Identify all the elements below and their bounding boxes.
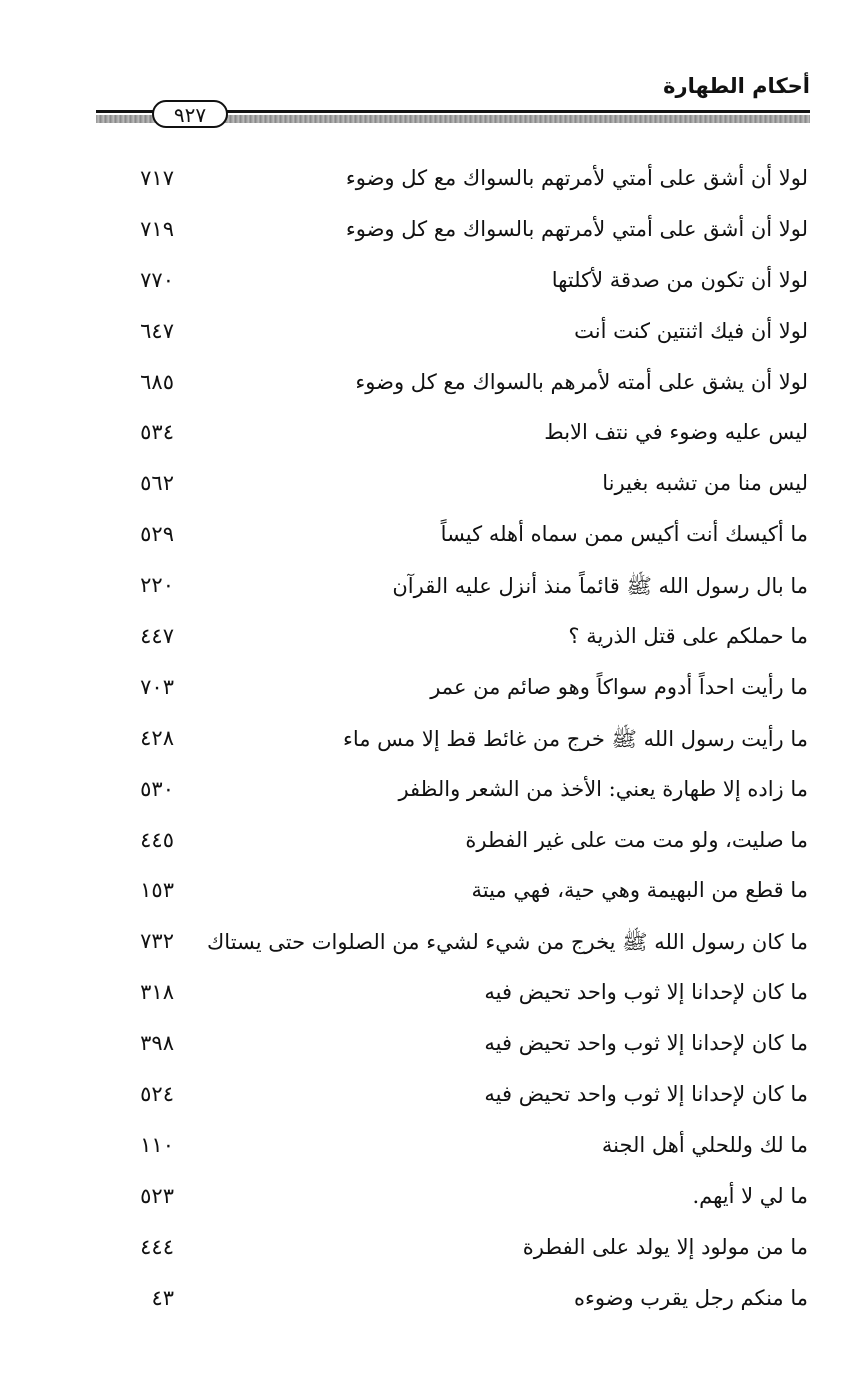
entry-text: ما من مولود إلا يولد على الفطرة: [522, 1234, 808, 1259]
index-entry: [0, 1178, 868, 1229]
entry-page-number: ١١٠: [140, 1132, 174, 1157]
book-title: أحكام الطهارة: [663, 74, 810, 98]
entry-text: ما قطع من البهيمة وهي حية، فهي ميتة: [471, 878, 808, 903]
entry-text: ما كان رسول الله ﷺ يخرج من شيء لشيء من الصلوات حتى يستاك: [206, 930, 808, 955]
index-entry: [0, 414, 868, 465]
entry-text: ما لك وللحلي أهل الجنة: [601, 1132, 808, 1157]
entry-page-number: ٤٣: [151, 1285, 174, 1310]
index-entry: [0, 1229, 868, 1280]
entry-page-number: ٤٢٨: [140, 725, 174, 750]
entry-page-number: ٣٩٨: [140, 1031, 174, 1056]
entry-text: لولا أن تكون من صدقة لأكلتها: [551, 267, 808, 292]
entry-text: ليس عليه وضوء في نتف الابط: [544, 420, 808, 445]
page-header: [0, 0, 868, 140]
entry-text: ما لي لا أيهم.: [692, 1183, 808, 1208]
entry-text: ليس منا من تشبه بغيرنا: [602, 471, 808, 496]
index-entry: [0, 720, 868, 771]
entry-page-number: ٥٣٠: [140, 776, 174, 801]
index-list: [0, 160, 868, 1330]
entry-text: ما حملكم على قتل الذرية ؟: [568, 624, 808, 649]
entry-text: لولا أن أشق على أمتي لأمرتهم بالسواك مع كل وضوء: [345, 216, 808, 241]
entry-page-number: ٥٦٢: [140, 471, 174, 496]
index-entry: [0, 923, 868, 974]
entry-page-number: ٧١٩: [140, 216, 174, 241]
index-entry: [0, 1025, 868, 1076]
index-entry: [0, 313, 868, 364]
index-entry: [0, 567, 868, 618]
entry-page-number: ٦٨٥: [140, 369, 174, 394]
index-entry: [0, 822, 868, 873]
entry-page-number: ٧٧٠: [140, 267, 174, 292]
index-entry: [0, 1280, 868, 1331]
entry-text: ما صليت، ولو مت مت على غير الفطرة: [465, 827, 808, 852]
index-entry: [0, 160, 868, 211]
entry-text: ما أكيسك أنت أكيس ممن سماه أهله كيساً: [440, 522, 808, 547]
entry-page-number: ٦٤٧: [140, 318, 174, 343]
entry-text: ما رأيت رسول الله ﷺ خرج من غائط قط إلا مس ماء: [342, 726, 808, 751]
index-entry: [0, 771, 868, 822]
entry-page-number: ١٥٣: [140, 878, 174, 903]
entry-page-number: ٥٣٤: [140, 420, 174, 445]
entry-text: ما كان لإحدانا إلا ثوب واحد تحيض فيه: [484, 1082, 808, 1107]
index-entry: [0, 1076, 868, 1127]
index-entry: [0, 516, 868, 567]
entry-page-number: ٧٠٣: [140, 674, 174, 699]
page-number: ٩٢٧: [152, 100, 228, 128]
entry-text: لولا أن يشق على أمته لأمرهم بالسواك مع كل وضوء: [355, 369, 808, 394]
entry-page-number: ٥٢٣: [140, 1183, 174, 1208]
entry-page-number: ٤٤٧: [140, 624, 174, 649]
index-entry: [0, 669, 868, 720]
index-entry: [0, 465, 868, 516]
entry-page-number: ٥٢٩: [140, 522, 174, 547]
entry-text: لولا أن فيك اثنتين كنت أنت: [574, 318, 808, 343]
index-entry: [0, 1127, 868, 1178]
entry-text: ما منكم رجل يقرب وضوءه: [573, 1285, 808, 1310]
entry-page-number: ٧٣٢: [140, 929, 174, 954]
entry-text: ما بال رسول الله ﷺ قائماً منذ أنزل عليه القرآن: [392, 574, 808, 599]
entry-page-number: ٥٢٤: [140, 1082, 174, 1107]
index-entry: [0, 974, 868, 1025]
index-entry: [0, 618, 868, 669]
entry-page-number: ٣١٨: [140, 980, 174, 1005]
entry-text: ما كان لإحدانا إلا ثوب واحد تحيض فيه: [484, 980, 808, 1005]
entry-page-number: ٤٤٤: [140, 1234, 174, 1259]
index-entry: [0, 211, 868, 262]
index-entry: [0, 364, 868, 415]
entry-page-number: ٤٤٥: [140, 827, 174, 852]
entry-text: لولا أن أشق على أمتي لأمرتهم بالسواك مع كل وضوء: [345, 166, 808, 190]
index-entry: [0, 872, 868, 923]
entry-page-number: ٢٢٠: [140, 573, 174, 598]
entry-text: ما زاده إلا طهارة يعني: الأخذ من الشعر والظفر: [398, 776, 808, 801]
entry-text: ما كان لإحدانا إلا ثوب واحد تحيض فيه: [484, 1031, 808, 1056]
index-entry: [0, 262, 868, 313]
entry-text: ما رأيت احداً أدوم سواكاً وهو صائم من عمر: [430, 674, 808, 699]
entry-page-number: ٧١٧: [140, 166, 174, 190]
